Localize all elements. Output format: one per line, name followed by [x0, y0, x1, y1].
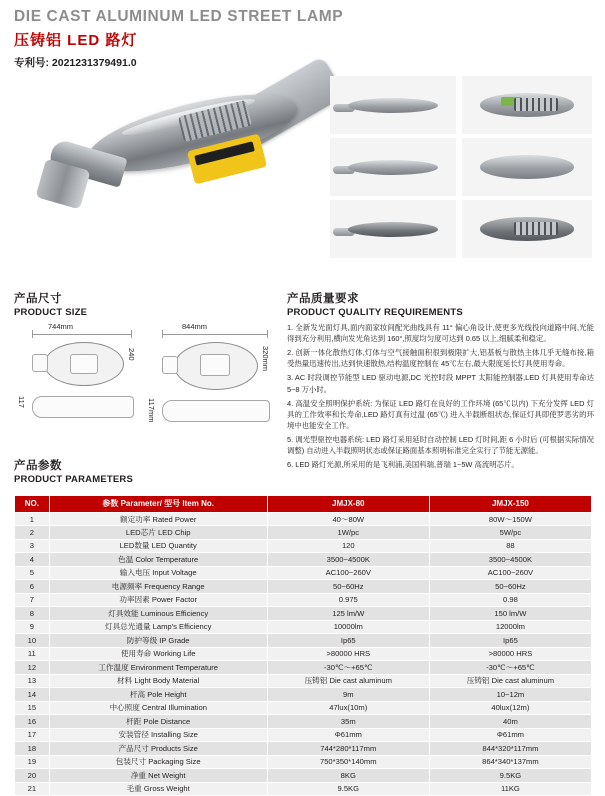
cell-jmjx-80: >80000 HRS — [267, 647, 429, 660]
cell-no: 13 — [15, 674, 50, 687]
cell-jmjx-150: 150 lm/W — [429, 607, 591, 620]
table-row — [15, 526, 592, 539]
cell-jmjx-150: 压铸铝 Die cast aluminum — [429, 674, 591, 687]
cell-jmjx-150: -30℃～+65℃ — [429, 661, 591, 674]
cell-parameter: 工作温度 Environment Temperature — [49, 661, 267, 674]
cell-jmjx-150: AC100~260V — [429, 566, 591, 579]
drawing-pole-left — [32, 354, 48, 372]
thumb-heatsink-fins — [514, 98, 558, 111]
quality-paragraph: 2. 创新一体化散热灯体,灯体与空气接触面积很到极限扩大,铝基板与散热主体几乎无缝布接,箱受热量迅速传出,达到快速散热,结构温度控制在 45℃左右,最大限度延长灯具使用寿命。 — [287, 348, 594, 369]
cell-jmjx-150: 88 — [429, 539, 591, 552]
cell-jmjx-80: 50~60Hz — [267, 580, 429, 593]
table-row — [15, 620, 592, 633]
section-title-en: PRODUCT QUALITY REQUIREMENTS — [287, 307, 463, 318]
dim-label-right-depth: 117mm — [147, 398, 156, 423]
col-parameter: 参数 Parameter/ 型号 Item No. — [49, 496, 267, 513]
product-thumbnail — [330, 138, 456, 196]
cell-jmjx-150: 50~60Hz — [429, 580, 591, 593]
cell-parameter: LED数量 LED Quantity — [49, 539, 267, 552]
table-header-row — [15, 496, 592, 513]
dim-tick — [162, 330, 163, 338]
cell-jmjx-150: 80W～150W — [429, 513, 591, 526]
table-row — [15, 661, 592, 674]
section-title-cn: 产品参数 — [14, 460, 62, 472]
product-image-gallery — [0, 68, 605, 268]
cell-jmjx-80: 47lux(10m) — [267, 701, 429, 714]
patent-number: 专利号: 2021231379491.0 — [14, 57, 137, 69]
cell-no: 12 — [15, 661, 50, 674]
quality-paragraph: 1. 全新发光面灯具,面内面家妆间配光曲线具有 11° 偏心角设计,使更多光线投向道路中间,光能得到充分利用,横向发光角达到 160°,照度均匀度可达到 0.65 以上,细腻柔和稳定。 — [287, 323, 594, 344]
quality-paragraph: 3. AC 时段调控节能型 LED 驱动电源,DC 光控时段 MPPT 太阳能控制器,LED 灯具使用寿命达 5~8 万小时。 — [287, 373, 594, 394]
cell-parameter: LED芯片 LED Chip — [49, 526, 267, 539]
cell-parameter: 功率因素 Power Factor — [49, 593, 267, 606]
cell-no: 21 — [15, 782, 50, 795]
cell-jmjx-80: 35m — [267, 715, 429, 728]
table-body — [15, 513, 592, 796]
cell-no: 8 — [15, 607, 50, 620]
thumb-lamp-body — [348, 160, 439, 175]
section-title-en: PRODUCT PARAMETERS — [14, 474, 134, 485]
section-title-cn: 产品质量要求 — [287, 293, 359, 305]
cell-no: 7 — [15, 593, 50, 606]
cell-no: 3 — [15, 539, 50, 552]
product-parameters-table — [14, 495, 592, 796]
table-row — [15, 607, 592, 620]
cell-parameter: 输入电压 Input Voltage — [49, 566, 267, 579]
cell-no: 16 — [15, 715, 50, 728]
table-row — [15, 553, 592, 566]
cell-jmjx-150: 864*340*137mm — [429, 755, 591, 768]
product-thumbnail — [330, 200, 456, 258]
table-row — [15, 593, 592, 606]
cell-parameter: 毛重 Gross Weight — [49, 782, 267, 795]
cell-no: 2 — [15, 526, 50, 539]
dim-label-right-width: 844mm — [182, 322, 208, 331]
table-row — [15, 728, 592, 741]
cell-jmjx-150: 40m — [429, 715, 591, 728]
table-row — [15, 539, 592, 552]
main-product-photo — [40, 78, 330, 213]
dim-line-left-width — [32, 334, 132, 335]
cell-parameter: 材料 Light Body Material — [49, 674, 267, 687]
cell-jmjx-80: 750*350*140mm — [267, 755, 429, 768]
drawing-led-area-left — [70, 354, 98, 374]
cell-jmjx-150: 844*320*117mm — [429, 742, 591, 755]
cell-parameter: 净重 Net Weight — [49, 769, 267, 782]
cell-jmjx-80: -30℃～+65℃ — [267, 661, 429, 674]
cell-jmjx-80: 120 — [267, 539, 429, 552]
cell-parameter: 灯具效能 Luminous Efficiency — [49, 607, 267, 620]
quality-requirements-text — [287, 322, 594, 473]
page-title-cn: 压铸铝 LED 路灯 — [14, 32, 138, 49]
table-row — [15, 755, 592, 768]
cell-jmjx-150: 3500~4500K — [429, 553, 591, 566]
col-jmjx-80: JMJX-80 — [267, 496, 429, 513]
cell-jmjx-150: 10~12m — [429, 688, 591, 701]
cell-parameter: 包装尺寸 Packaging Size — [49, 755, 267, 768]
dim-tick — [131, 330, 132, 338]
product-thumbnail — [462, 76, 592, 134]
cell-jmjx-80: 0.975 — [267, 593, 429, 606]
cell-parameter: 防护等级 IP Grade — [49, 634, 267, 647]
quality-paragraph: 4. 高温安全照明保护系统: 为保证 LED 路灯在良好的工作环境 (65℃以内) 下充分发挥 LED 灯具的工作效率和长寿命,LED 路灯真有过温 (65℃) 进入半载断组状态,保证灯具即使罗恶劣的环境中也能安全工作。 — [287, 398, 594, 430]
cell-jmjx-150: Ip65 — [429, 634, 591, 647]
cell-parameter: 中心照度 Central Illumination — [49, 701, 267, 714]
cell-jmjx-80: AC100~260V — [267, 566, 429, 579]
table-row — [15, 566, 592, 579]
cell-jmjx-80: 744*280*117mm — [267, 742, 429, 755]
cell-parameter: 产品尺寸 Products Size — [49, 742, 267, 755]
table-row — [15, 647, 592, 660]
table-row — [15, 580, 592, 593]
col-jmjx-150: JMJX-150 — [429, 496, 591, 513]
thumb-lamp-body — [480, 155, 574, 178]
cell-no: 18 — [15, 742, 50, 755]
cell-jmjx-80: 10000lm — [267, 620, 429, 633]
cell-parameter: 灯具总光通量 Lamp's Efficiency — [49, 620, 267, 633]
thumb-heatsink-fins — [514, 222, 558, 235]
section-heading-params — [14, 457, 133, 485]
page-header — [14, 8, 414, 70]
cell-parameter: 使用寿命 Working Life — [49, 647, 267, 660]
cell-jmjx-80: 9m — [267, 688, 429, 701]
cell-jmjx-80: 125 lm/W — [267, 607, 429, 620]
cell-parameter: 色温 Color Temperature — [49, 553, 267, 566]
thumb-lamp-body — [348, 222, 439, 237]
cell-no: 11 — [15, 647, 50, 660]
cell-no: 14 — [15, 688, 50, 701]
cell-jmjx-150: 9.5KG — [429, 769, 591, 782]
cell-jmjx-80: 压铸铝 Die cast aluminum — [267, 674, 429, 687]
cell-jmjx-80: 1W/pc — [267, 526, 429, 539]
cell-no: 5 — [15, 566, 50, 579]
product-thumbnail — [462, 200, 592, 258]
section-title-cn: 产品尺寸 — [14, 293, 62, 305]
product-thumbnail — [462, 138, 592, 196]
cell-no: 4 — [15, 553, 50, 566]
cell-jmjx-80: 40～80W — [267, 513, 429, 526]
product-thumbnail — [330, 76, 456, 134]
drawing-side-view-right — [162, 400, 270, 422]
quality-paragraph: 5. 调光型驱控电器系统: LED 路灯采用延时自动控制 LED 灯时间,距 6 小时后 (可根据实际情况调整) 自动进入半载照明状态或保证路面基本照明标准完全实行了节能无源能。 — [287, 434, 594, 456]
table-row — [15, 715, 592, 728]
cell-jmjx-150: 12000lm — [429, 620, 591, 633]
cell-jmjx-150: 5W/pc — [429, 526, 591, 539]
table-row — [15, 634, 592, 647]
cell-jmjx-150: 40lux(12m) — [429, 701, 591, 714]
table-row — [15, 701, 592, 714]
cell-jmjx-150: Φ61mm — [429, 728, 591, 741]
cell-no: 15 — [15, 701, 50, 714]
cell-parameter: 安装管径 Installing Size — [49, 728, 267, 741]
cell-jmjx-80: 9.5KG — [267, 782, 429, 795]
table-row — [15, 769, 592, 782]
dim-tick — [32, 330, 33, 338]
cell-no: 6 — [15, 580, 50, 593]
cell-jmjx-150: 11KG — [429, 782, 591, 795]
drawing-pole-right — [162, 356, 178, 374]
table-row — [15, 742, 592, 755]
cell-jmjx-150: >80000 HRS — [429, 647, 591, 660]
col-no: NO. — [15, 496, 50, 513]
dimension-drawings — [14, 322, 269, 442]
table-header — [15, 496, 592, 513]
dim-label-right-height: 320mm — [261, 346, 270, 372]
drawing-led-area-right — [200, 354, 230, 376]
dim-label-left-width: 744mm — [48, 322, 74, 331]
cell-jmjx-80: 3500~4500K — [267, 553, 429, 566]
cell-jmjx-80: Φ61mm — [267, 728, 429, 741]
dim-line-right-width — [162, 334, 268, 335]
cell-no: 17 — [15, 728, 50, 741]
cell-no: 9 — [15, 620, 50, 633]
cell-parameter: 额定功率 Rated Power — [49, 513, 267, 526]
cell-parameter: 杆高 Pole Height — [49, 688, 267, 701]
cell-jmjx-80: 8KG — [267, 769, 429, 782]
table-row — [15, 688, 592, 701]
cell-parameter: 杆距 Pole Distance — [49, 715, 267, 728]
cell-no: 19 — [15, 755, 50, 768]
section-heading-size — [14, 290, 87, 318]
dim-label-left-depth: 117 — [17, 396, 26, 408]
cell-jmjx-150: 0.98 — [429, 593, 591, 606]
cell-no: 20 — [15, 769, 50, 782]
page-title-en: DIE CAST ALUMINUM LED STREET LAMP — [14, 8, 344, 25]
cell-jmjx-80: Ip65 — [267, 634, 429, 647]
drawing-side-view-left — [32, 396, 134, 418]
table-row — [15, 513, 592, 526]
table-row — [15, 674, 592, 687]
cell-no: 10 — [15, 634, 50, 647]
quality-paragraph: 6. LED 路灯光源,所采用的是飞利浦,美国科瑞,普瑞 1~5W 高流明芯片。 — [287, 460, 519, 470]
thumb-lamp-body — [348, 98, 439, 113]
dim-tick — [267, 330, 268, 338]
section-title-en: PRODUCT SIZE — [14, 307, 88, 318]
table-row — [15, 782, 592, 795]
dim-label-left-height: 240 — [127, 348, 136, 361]
cell-no: 1 — [15, 513, 50, 526]
section-heading-quality — [287, 290, 463, 318]
cell-parameter: 电源频率 Frequency Range — [49, 580, 267, 593]
